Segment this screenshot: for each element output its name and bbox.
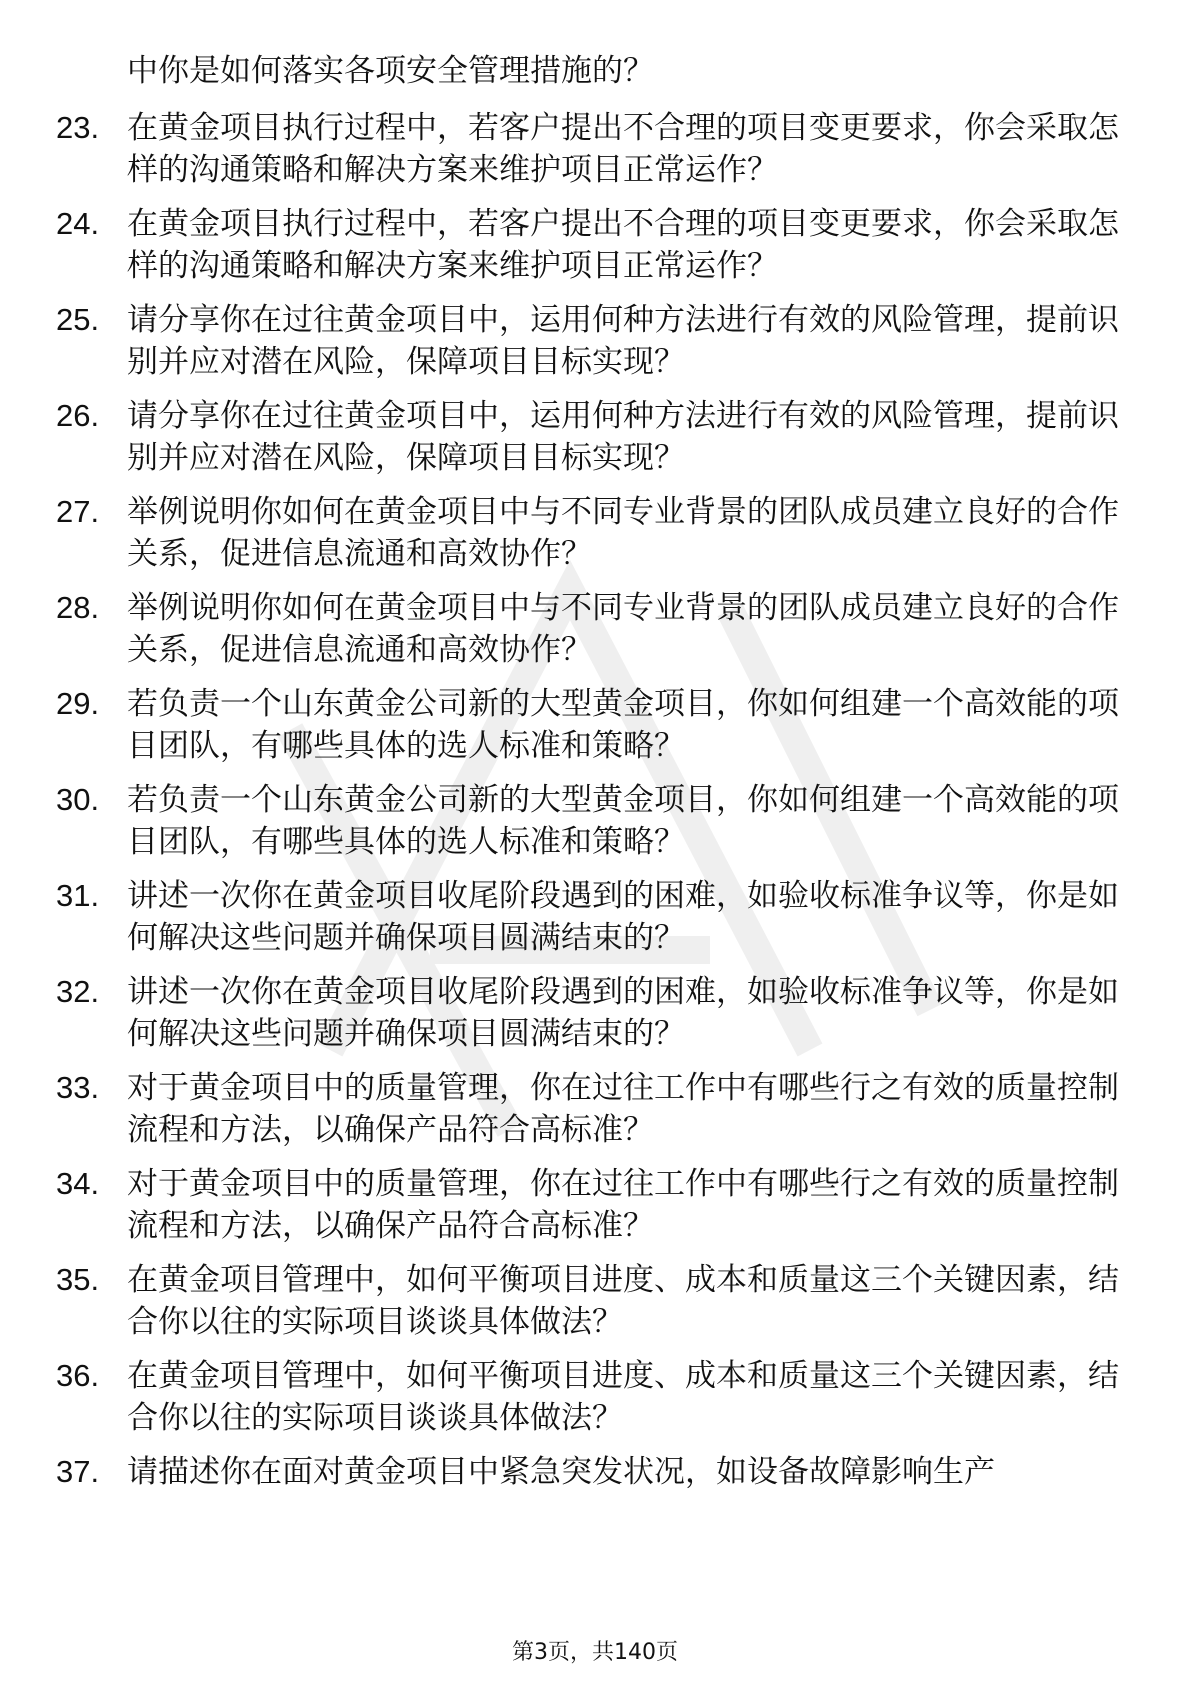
question-item bbox=[56, 1451, 1136, 1493]
question-item bbox=[56, 971, 1136, 1055]
question-text: 举例说明你如何在黄金项目中与不同专业背景的团队成员建立良好的合作关系，促进信息流通和高效协作？ bbox=[127, 590, 1119, 668]
question-text: 对于黄金项目中的质量管理，你在过往工作中有哪些行之有效的质量控制流程和方法，以确保产品符合高标准？ bbox=[127, 1166, 1119, 1244]
question-item bbox=[56, 395, 1136, 479]
question-text: 讲述一次你在黄金项目收尾阶段遇到的困难，如验收标准争议等，你是如何解决这些问题并确保项目圆满结束的？ bbox=[127, 878, 1119, 956]
question-number: 23. bbox=[56, 110, 100, 145]
question-item bbox=[56, 779, 1136, 863]
question-number: 37. bbox=[56, 1454, 100, 1489]
question-number: 28. bbox=[56, 590, 100, 625]
question-text: 请分享你在过往黄金项目中，运用何种方法进行有效的风险管理，提前识别并应对潜在风险，保障项目目标实现？ bbox=[127, 398, 1119, 476]
question-number: 35. bbox=[56, 1262, 100, 1297]
question-item bbox=[56, 299, 1136, 383]
question-number: 29. bbox=[56, 686, 100, 721]
question-text: 若负责一个山东黄金公司新的大型黄金项目，你如何组建一个高效能的项目团队，有哪些具体的选人标准和策略？ bbox=[127, 782, 1119, 860]
question-number: 25. bbox=[56, 302, 100, 337]
question-text: 举例说明你如何在黄金项目中与不同专业背景的团队成员建立良好的合作关系，促进信息流通和高效协作？ bbox=[127, 494, 1119, 572]
question-number: 36. bbox=[56, 1358, 100, 1393]
question-number: 34. bbox=[56, 1166, 100, 1201]
question-item bbox=[56, 587, 1136, 671]
question-number: 27. bbox=[56, 494, 100, 529]
question-item bbox=[56, 1259, 1136, 1343]
question-text: 若负责一个山东黄金公司新的大型黄金项目，你如何组建一个高效能的项目团队，有哪些具体的选人标准和策略？ bbox=[127, 686, 1119, 764]
question-text: 在黄金项目管理中，如何平衡项目进度、成本和质量这三个关键因素，结合你以往的实际项目谈谈具体做法？ bbox=[127, 1262, 1119, 1340]
question-item bbox=[56, 1163, 1136, 1247]
question-item bbox=[56, 683, 1136, 767]
question-number: 24. bbox=[56, 206, 100, 241]
question-item bbox=[56, 1355, 1136, 1439]
page-footer: 第3页，共140页 bbox=[512, 1640, 678, 1665]
question-item bbox=[56, 203, 1136, 287]
question-text: 请描述你在面对黄金项目中紧急突发状况，如设备故障影响生产 bbox=[127, 1454, 995, 1490]
question-number: 26. bbox=[56, 398, 100, 433]
question-number: 31. bbox=[56, 878, 100, 913]
question-text: 在黄金项目执行过程中，若客户提出不合理的项目变更要求，你会采取怎样的沟通策略和解决方案来维护项目正常运作？ bbox=[127, 206, 1119, 284]
question-text: 讲述一次你在黄金项目收尾阶段遇到的困难，如验收标准争议等，你是如何解决这些问题并确保项目圆满结束的？ bbox=[127, 974, 1119, 1052]
question-text: 对于黄金项目中的质量管理，你在过往工作中有哪些行之有效的质量控制流程和方法，以确保产品符合高标准？ bbox=[127, 1070, 1119, 1148]
question-item bbox=[56, 875, 1136, 959]
question-text: 在黄金项目管理中，如何平衡项目进度、成本和质量这三个关键因素，结合你以往的实际项目谈谈具体做法？ bbox=[127, 1358, 1119, 1436]
question-text: 在黄金项目执行过程中，若客户提出不合理的项目变更要求，你会采取怎样的沟通策略和解决方案来维护项目正常运作？ bbox=[127, 110, 1119, 188]
question-text: 请分享你在过往黄金项目中，运用何种方法进行有效的风险管理，提前识别并应对潜在风险，保障项目目标实现？ bbox=[127, 302, 1119, 380]
question-item bbox=[56, 1067, 1136, 1151]
continued-question-text: 中你是如何落实各项安全管理措施的？ bbox=[127, 53, 654, 89]
question-number: 32. bbox=[56, 974, 100, 1009]
question-item bbox=[56, 107, 1136, 191]
question-number: 33. bbox=[56, 1070, 100, 1105]
question-item bbox=[56, 491, 1136, 575]
question-number: 30. bbox=[56, 782, 100, 817]
